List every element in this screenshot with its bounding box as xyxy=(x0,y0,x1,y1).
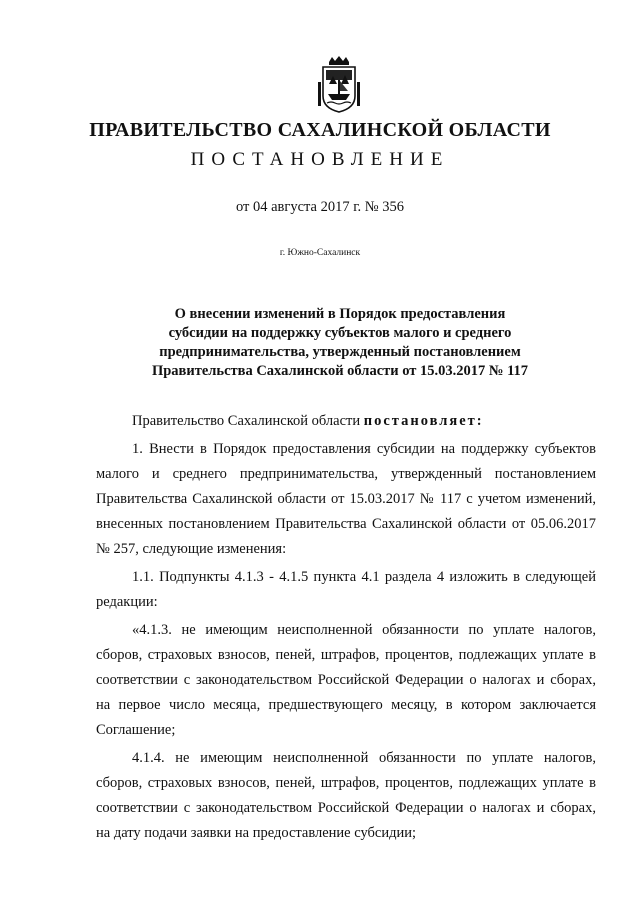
subject-line: предпринимательства, утвержденный постановлением xyxy=(159,344,521,360)
preamble-text: Правительство Сахалинской области xyxy=(132,413,364,429)
sakhalin-coat-of-arms-icon xyxy=(317,56,361,114)
paragraph-item-1-1: 1.1. Подпункты 4.1.3 - 4.1.5 пункта 4.1 раздела 4 изложить в следующей редакции: xyxy=(96,569,596,610)
document-body xyxy=(96,409,596,846)
subject-line: Правительства Сахалинской области от 15.03.2017 № 117 xyxy=(151,363,529,379)
document-date-number: от 04 августа 2017 г. № 356 xyxy=(235,199,405,215)
document-place: г. Южно-Сахалинск xyxy=(279,248,361,258)
paragraph-item-1: 1. Внести в Порядок предоставления субсидии на поддержку субъектов малого и среднего предпринимательства, утвержденный постановлением Правительства Сахалинской области от 15.03.2017 № 117 с учетом изменений, внесенных постановлением Правительства Сахалинской области от 05.06.2017 № 257, следующие изменения: xyxy=(96,441,596,557)
organization-title: ПРАВИТЕЛЬСТВО САХАЛИНСКОЙ ОБЛАСТИ xyxy=(89,119,551,141)
preamble-paragraph xyxy=(96,409,596,434)
document-type: ПОСТАНОВЛЕНИЕ xyxy=(190,149,450,170)
subject-line: субсидии на поддержку субъектов малого и среднего xyxy=(168,325,512,341)
document-subject xyxy=(120,305,560,381)
preamble-verb: постановляет: xyxy=(363,413,484,429)
subject-line: О внесении изменений в Порядок предоставления xyxy=(174,306,506,322)
paragraph-item-4-1-4: 4.1.4. не имеющим неисполненной обязанности по уплате налогов, сборов, страховых взносов, пеней, штрафов, процентов, подлежащих уплате в соответствии с законодательством Российской Федерации о налогах и сборах, на дату подачи заявки на предоставление субсидии; xyxy=(96,750,596,841)
paragraph-item-4-1-3: «4.1.3. не имеющим неисполненной обязанности по уплате налогов, сборов, страховых взносов, пеней, штрафов, процентов, подлежащих уплате в соответствии с законодательством Российской Федерации о налогах и сборах, на первое число месяца, предшествующего месяцу, в котором заключается Соглашение; xyxy=(96,622,596,738)
